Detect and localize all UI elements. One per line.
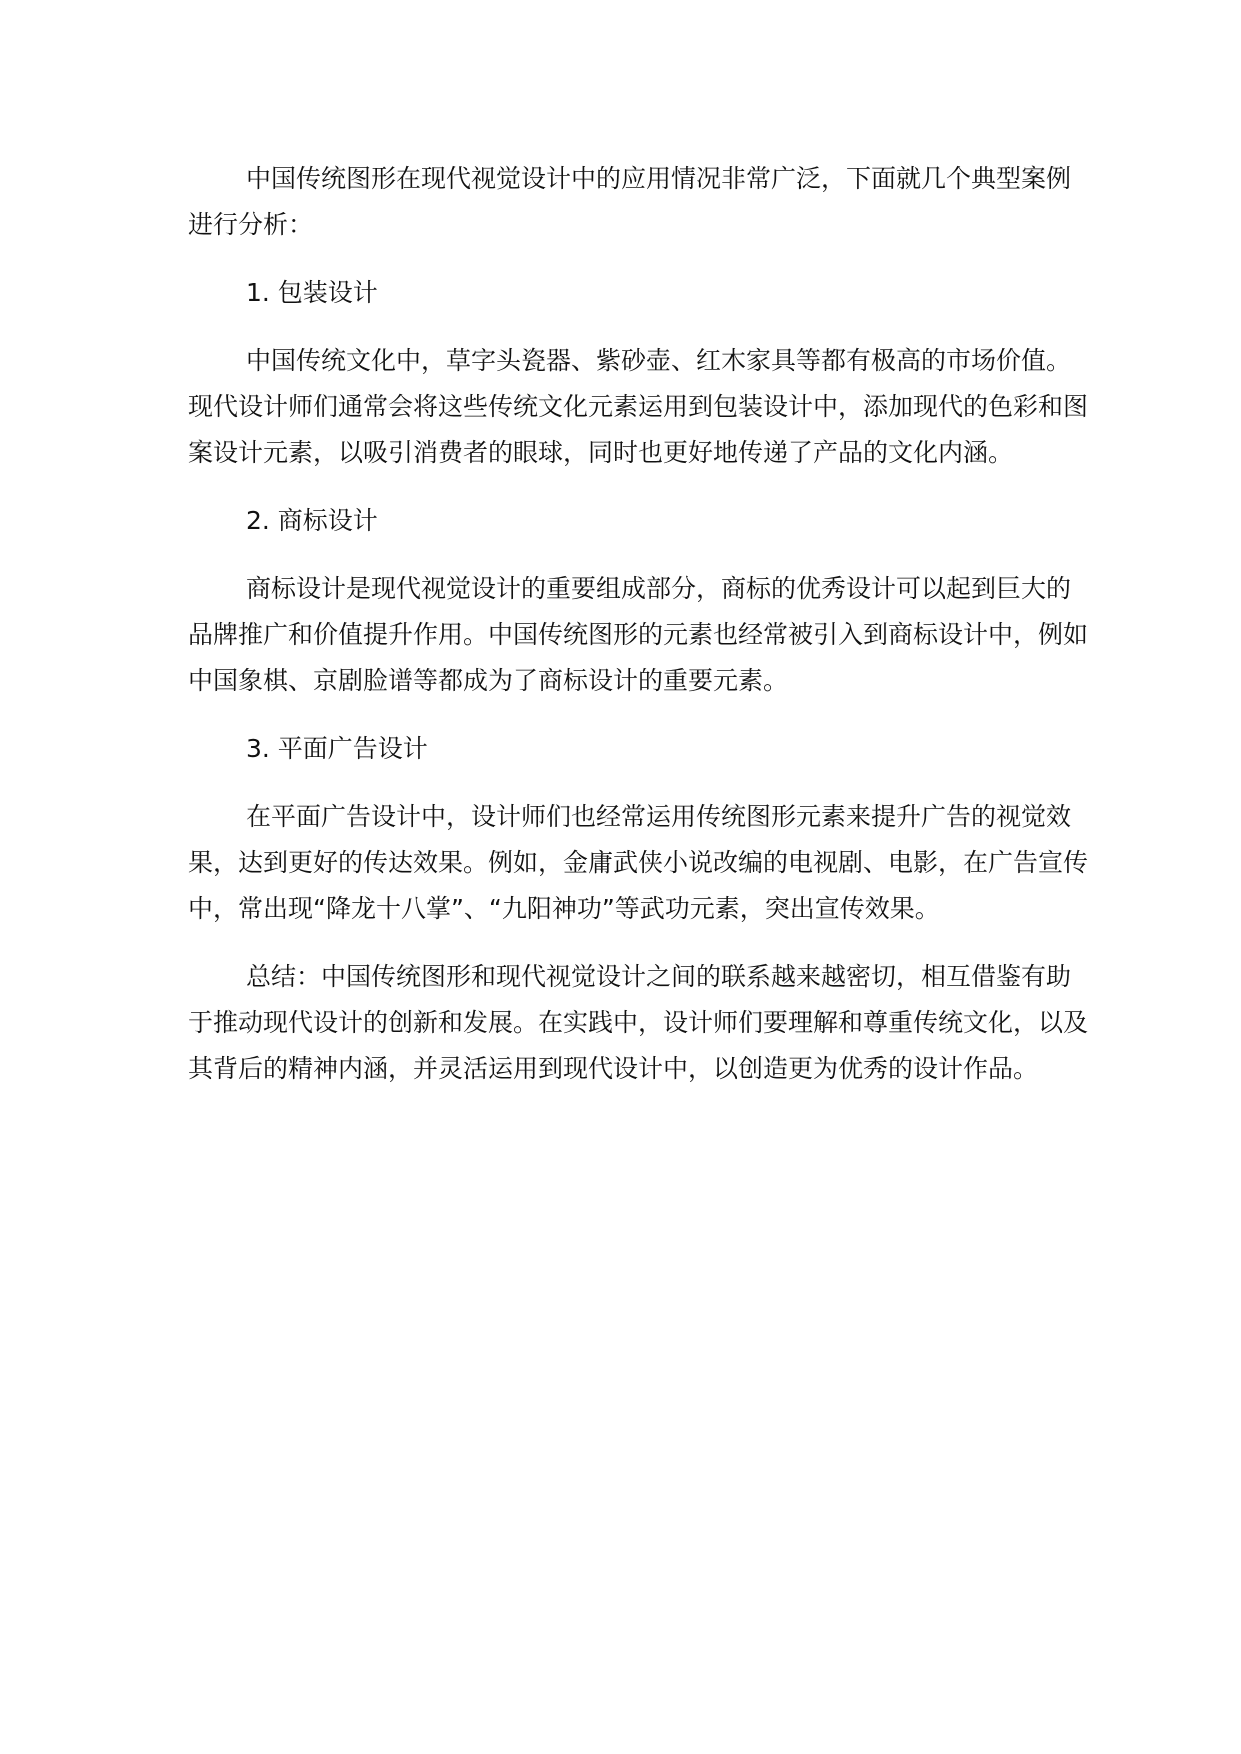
section-text-print-ad: 在平面广告设计中，设计师们也经常运用传统图形元素来提升广告的视觉效果，达到更好的传达效果。例如，金庸武侠小说改编的电视剧、电影，在广告宣传中，常出现“降龙十八掌”、“九阳神功”等武功元素，突出宣传效果。 bbox=[188, 802, 1089, 923]
section-heading-print-ad: 3. 平面广告设计 bbox=[246, 734, 428, 763]
document-body bbox=[188, 156, 1088, 1114]
intro-paragraph: 中国传统图形在现代视觉设计中的应用情况非常广泛，下面就几个典型案例进行分析： bbox=[188, 164, 1072, 239]
summary-paragraph: 总结：中国传统图形和现代视觉设计之间的联系越来越密切，相互借鉴有助于推动现代设计的创新和发展。在实践中，设计师们要理解和尊重传统文化，以及其背后的精神内涵，并灵活运用到现代设计中，以创造更为优秀的设计作品。 bbox=[188, 962, 1089, 1083]
section-text-packaging: 中国传统文化中，草字头瓷器、紫砂壶、红木家具等都有极高的市场价值。现代设计师们通常会将这些传统文化元素运用到包装设计中，添加现代的色彩和图案设计元素，以吸引消费者的眼球，同时也更好地传递了产品的文化内涵。 bbox=[188, 346, 1089, 467]
section-text-trademark: 商标设计是现代视觉设计的重要组成部分，商标的优秀设计可以起到巨大的品牌推广和价值提升作用。中国传统图形的元素也经常被引入到商标设计中，例如中国象棋、京剧脸谱等都成为了商标设计的重要元素。 bbox=[188, 574, 1089, 695]
section-heading-packaging: 1. 包装设计 bbox=[246, 278, 378, 307]
section-heading-trademark: 2. 商标设计 bbox=[246, 506, 378, 535]
